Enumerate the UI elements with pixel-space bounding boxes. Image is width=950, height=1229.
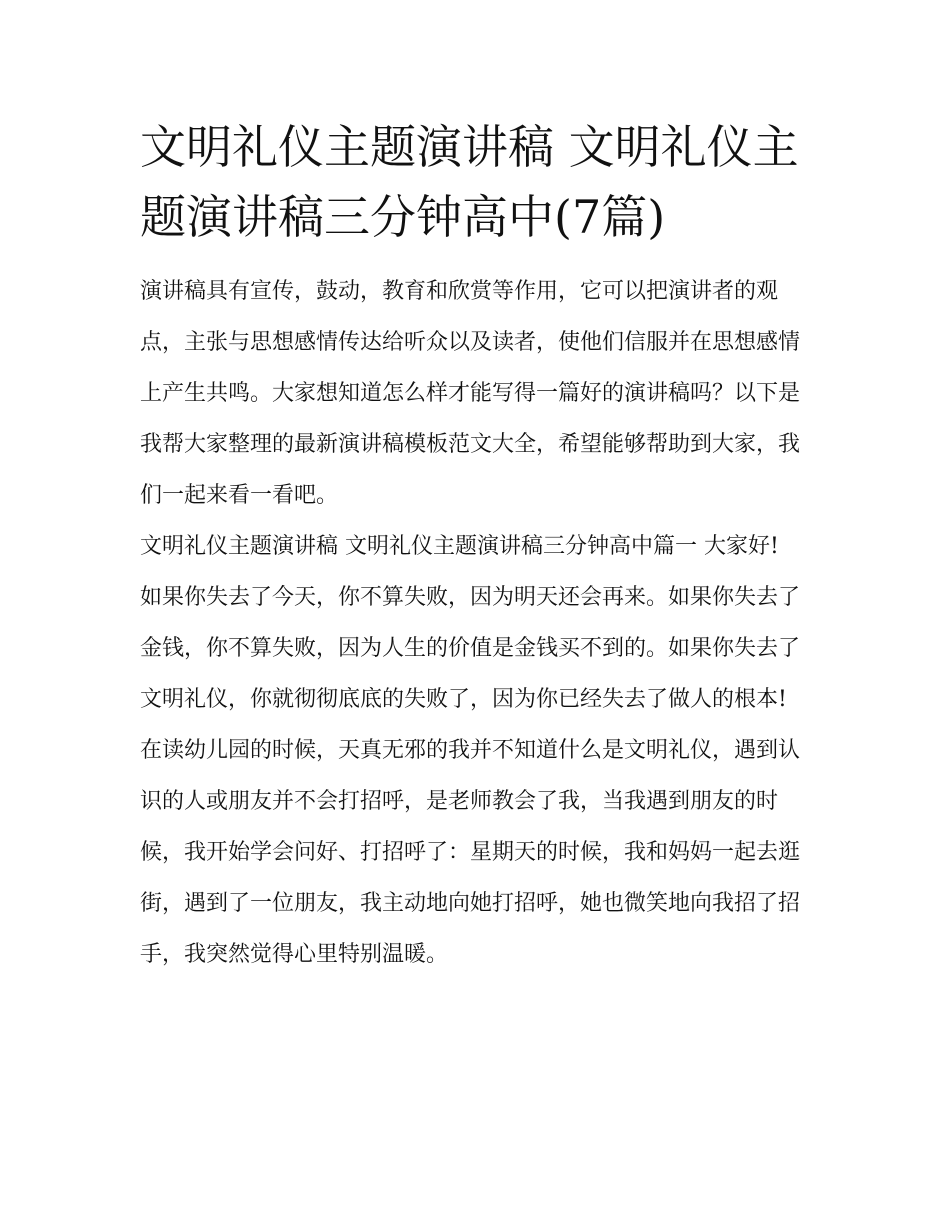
document-title: 文明礼仪主题演讲稿 文明礼仪主题演讲稿三分钟高中(7篇) xyxy=(140,120,799,244)
body-paragraph: 如果你失去了今天，你不算失败，因为明天还会再来。如果你失去了金钱，你不算失败，因为人生的价值是金钱买不到的。如果你失去了文明礼仪，你就彻彻底底的失败了，因为你已经失去了做人的根本! xyxy=(140,585,801,712)
body-paragraph: 在读幼儿园的时候，天真无邪的我并不知道什么是文明礼仪，遇到认识的人或朋友并不会打招呼，是老师教会了我，当我遇到朋友的时候，我开始学会问好、打招呼了：星期天的时候，我和妈妈一起去逛街，遇到了一位朋友，我主动地向她打招呼，她也微笑地向我招了招手，我突然觉得心里特别温暖。 xyxy=(140,738,801,967)
intro-paragraph: 演讲稿具有宣传，鼓动，教育和欣赏等作用，它可以把演讲者的观点，主张与思想感情传达给听众以及读者，使他们信服并在思想感情上产生共鸣。大家想知道怎么样才能写得一篇好的演讲稿吗？以下是我帮大家整理的最新演讲稿模板范文大全，希望能够帮助到大家，我们一起来看一看吧。 xyxy=(140,279,801,508)
section-heading-paragraph: 文明礼仪主题演讲稿 文明礼仪主题演讲稿三分钟高中篇一 大家好! xyxy=(140,534,779,559)
